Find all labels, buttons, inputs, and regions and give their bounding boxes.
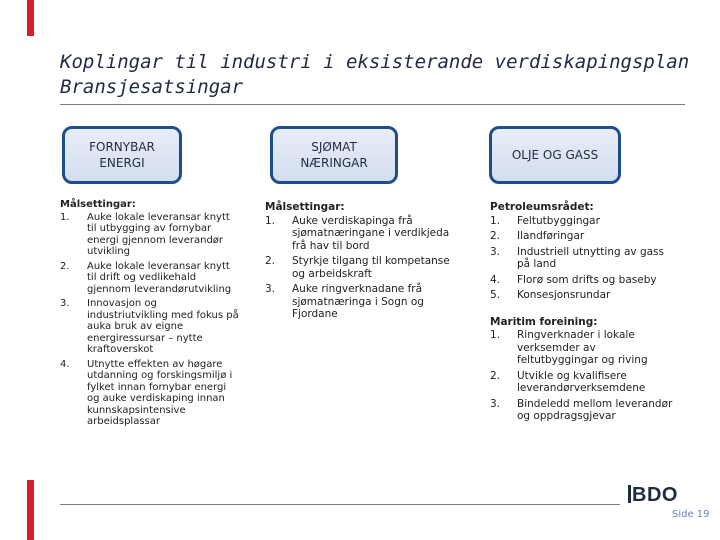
header-sjomat-naeringar: SJØMAT NÆRINGAR <box>270 126 398 184</box>
list-item <box>265 283 455 321</box>
list-item-text: Utvikle og kvalifisere leverandørverksemdene <box>517 369 646 394</box>
list-item-number: 1. <box>490 214 501 227</box>
column-fornybar-energi <box>60 199 240 431</box>
list-item <box>490 329 675 367</box>
list-item <box>60 261 240 296</box>
list-item <box>60 298 240 356</box>
footer-divider <box>60 504 620 505</box>
objectives-list <box>60 212 240 428</box>
list-item-text: Auke lokale leveransar knytt til drift og vedlikehald gjennom leverandørutvikling <box>87 260 232 295</box>
objectives-list <box>490 329 675 423</box>
list-item <box>490 246 675 271</box>
list-item-number: 3. <box>265 283 276 295</box>
objectives-section <box>265 201 455 321</box>
list-item-text: Ringverknader i lokale verksemder av feltutbyggingar og riving <box>517 329 648 366</box>
list-item-text: Bindeledd mellom leverandør og oppdragsgjevar <box>517 397 673 422</box>
list-item-text: Auke ringverknadane frå sjømatnæringa i Sogn og Fjordane <box>292 283 424 320</box>
objectives-section <box>490 201 675 302</box>
list-item <box>490 370 675 395</box>
list-item <box>60 212 240 258</box>
slide-title <box>60 50 700 100</box>
section-heading: Målsettingar: <box>265 201 345 213</box>
list-item-text: Industriell utnytting av gass på land <box>517 245 664 270</box>
list-item <box>490 398 675 423</box>
list-item-number: 5. <box>490 289 501 301</box>
logo-text: BDO <box>632 484 678 506</box>
list-item-number: 3. <box>490 397 501 410</box>
list-item <box>60 359 240 428</box>
edge-bar-bottom <box>27 480 34 540</box>
list-item-number: 2. <box>490 230 501 242</box>
list-item-text: Auke lokale leveransar knytt til utbygging av fornybar energi gjennom leverandør utvikling <box>87 211 230 257</box>
title-divider <box>60 104 685 105</box>
list-item-number: 3. <box>490 245 501 258</box>
list-item <box>265 215 455 253</box>
list-item <box>490 289 675 302</box>
list-item <box>490 230 675 243</box>
section-heading: Målsettingar: <box>60 199 136 210</box>
title-line-2: Bransjesatsingar <box>60 76 244 98</box>
list-item-text: Innovasjon og industriutvikling med fokus på auka bruk av eigne energiressursar – nytte kraftoverskot <box>87 298 239 355</box>
list-item-text: Styrkje tilgang til kompetanse og arbeidskraft <box>292 255 450 280</box>
section-heading: Maritim foreining: <box>490 315 598 328</box>
objectives-list <box>490 215 675 302</box>
list-item-text: Utnytte effekten av høgare utdanning og forskingsmiljø i fylket innan fornybar energi og auke verdiskaping innan kunnskapsintensive arbeidsplassar <box>87 358 233 427</box>
column-sjomat-naeringar <box>265 201 455 324</box>
list-item-text: Feltutbyggingar <box>517 214 600 227</box>
header-olje-og-gass: OLJE OG GASS <box>489 126 621 184</box>
list-item-number: 4. <box>490 273 501 286</box>
list-item-number: 4. <box>60 358 70 370</box>
list-item <box>490 215 675 228</box>
list-item-number: 1. <box>265 214 276 227</box>
column-olje-og-gass <box>490 201 675 426</box>
edge-bar-top <box>27 0 34 36</box>
list-item-number: 2. <box>265 255 276 267</box>
list-item <box>265 255 455 280</box>
list-item-text: Konsesjonsrundar <box>517 289 611 301</box>
list-item-number: 3. <box>60 298 70 309</box>
header-fornybar-energi: FORNYBAR ENERGI <box>62 126 182 184</box>
logo-bar-icon <box>628 485 631 503</box>
list-item-number: 2. <box>490 369 501 382</box>
objectives-section <box>490 316 675 423</box>
title-line-1: Koplingar til industri i eksisterande verdiskapingsplan <box>60 51 690 73</box>
objectives-list <box>265 215 455 321</box>
page-number: Side 19 <box>672 509 710 520</box>
list-item-number: 1. <box>490 329 501 341</box>
list-item-text: Auke verdiskapinga frå sjømatnæringane i verdikjeda frå hav til bord <box>292 214 450 252</box>
list-item <box>490 274 675 287</box>
list-item-number: 1. <box>60 211 70 223</box>
objectives-section <box>60 199 240 428</box>
list-item-number: 2. <box>60 260 70 272</box>
section-heading: Petroleumsrådet: <box>490 201 594 213</box>
list-item-text: Florø som drifts og baseby <box>517 273 657 286</box>
list-item-text: Ilandføringar <box>517 230 585 242</box>
bdo-logo <box>628 484 678 507</box>
